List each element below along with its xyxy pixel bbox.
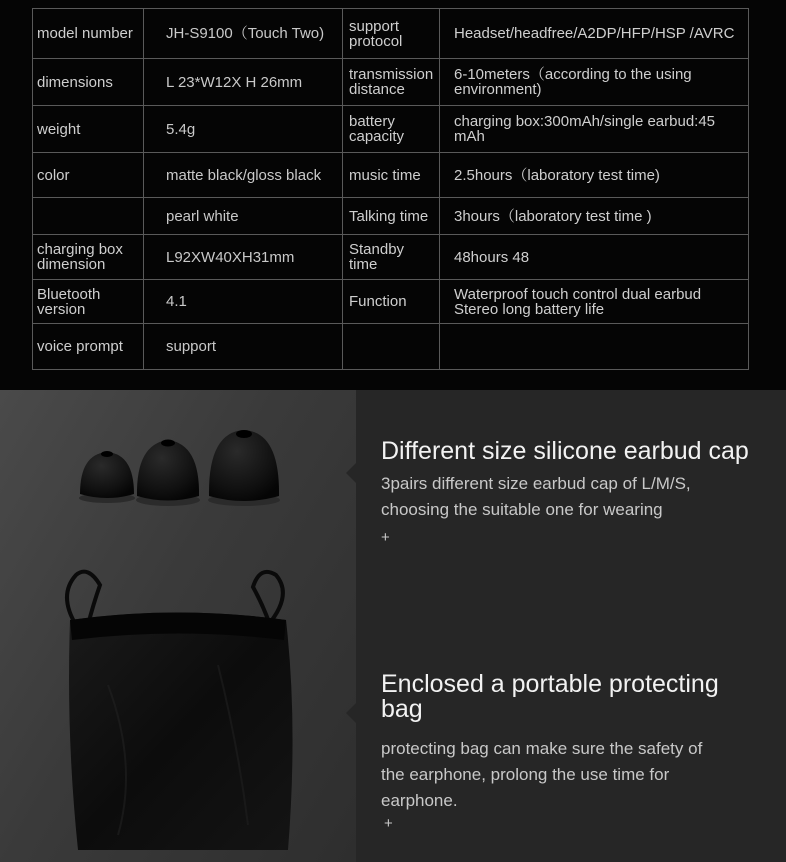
spec-label: Standby time [343, 235, 440, 280]
earbud-caps-image [70, 426, 300, 516]
spec-value: 6-10meters（according to the using environment) [440, 59, 749, 106]
spec-row [33, 9, 749, 59]
spec-value: 2.5hours（laboratory test time) [440, 153, 749, 198]
spec-value: 48hours 48 [440, 235, 749, 280]
spec-row [33, 324, 749, 370]
protecting-bag-image [48, 565, 308, 855]
spec-label: dimensions [33, 59, 144, 106]
spec-row [33, 106, 749, 153]
spec-label [343, 324, 440, 370]
spec-value: 5.4g [144, 106, 343, 153]
spec-value: Headset/headfree/A2DP/HFP/HSP /AVRC [440, 9, 749, 59]
earbud-caps-pointer [346, 463, 356, 483]
spec-label: music time [343, 153, 440, 198]
product-section [0, 390, 786, 862]
spec-value: 3hours（laboratory test time ) [440, 198, 749, 235]
spec-value: JH-S9100（Touch Two) [144, 9, 343, 59]
spec-value: 4.1 [144, 280, 343, 324]
spec-row [33, 235, 749, 280]
spec-table-body [33, 9, 749, 370]
spec-value: charging box:300mAh/single earbud:45 mAh [440, 106, 749, 153]
spec-label: charging box dimension [33, 235, 144, 280]
spec-label: weight [33, 106, 144, 153]
spec-value: L92XW40XH31mm [144, 235, 343, 280]
earbud-caps-description: 3pairs different size earbud cap of L/M/S, choosing the suitable one for wearing [381, 474, 691, 519]
spec-value: L 23*W12X H 26mm [144, 59, 343, 106]
bag-pointer [346, 703, 356, 723]
spec-row [33, 280, 749, 324]
spec-value: Waterproof touch control dual earbud Stereo long battery life [440, 280, 749, 324]
spec-value [440, 324, 749, 370]
spec-label: Talking time [343, 198, 440, 235]
spec-label: support protocol [343, 9, 440, 59]
protecting-bag-heading: Enclosed a portable protecting bag [381, 670, 719, 723]
spec-label: model number [33, 9, 144, 59]
earbud-caps-plus-marker: + [381, 529, 390, 546]
spec-label: battery capacity [343, 106, 440, 153]
protecting-bag-plus-marker: + [384, 815, 393, 832]
earbud-caps-heading: Different size silicone earbud cap [381, 437, 749, 465]
spec-row [33, 153, 749, 198]
spec-label: Bluetooth version [33, 280, 144, 324]
spec-label: transmission distance [343, 59, 440, 106]
spec-label: color [33, 153, 144, 198]
spec-value: matte black/gloss black [144, 153, 343, 198]
spec-label: voice prompt [33, 324, 144, 370]
spec-value: support [144, 324, 343, 370]
spec-section [0, 0, 786, 390]
spec-table [32, 8, 749, 370]
spec-value: pearl white [144, 198, 343, 235]
spec-row [33, 198, 749, 235]
spec-label: Function [343, 280, 440, 324]
protecting-bag-description: protecting bag can make sure the safety of the earphone, prolong the use time for earphone. [381, 739, 703, 810]
product-image-panel [0, 390, 356, 862]
spec-row [33, 59, 749, 106]
spec-label [33, 198, 144, 235]
